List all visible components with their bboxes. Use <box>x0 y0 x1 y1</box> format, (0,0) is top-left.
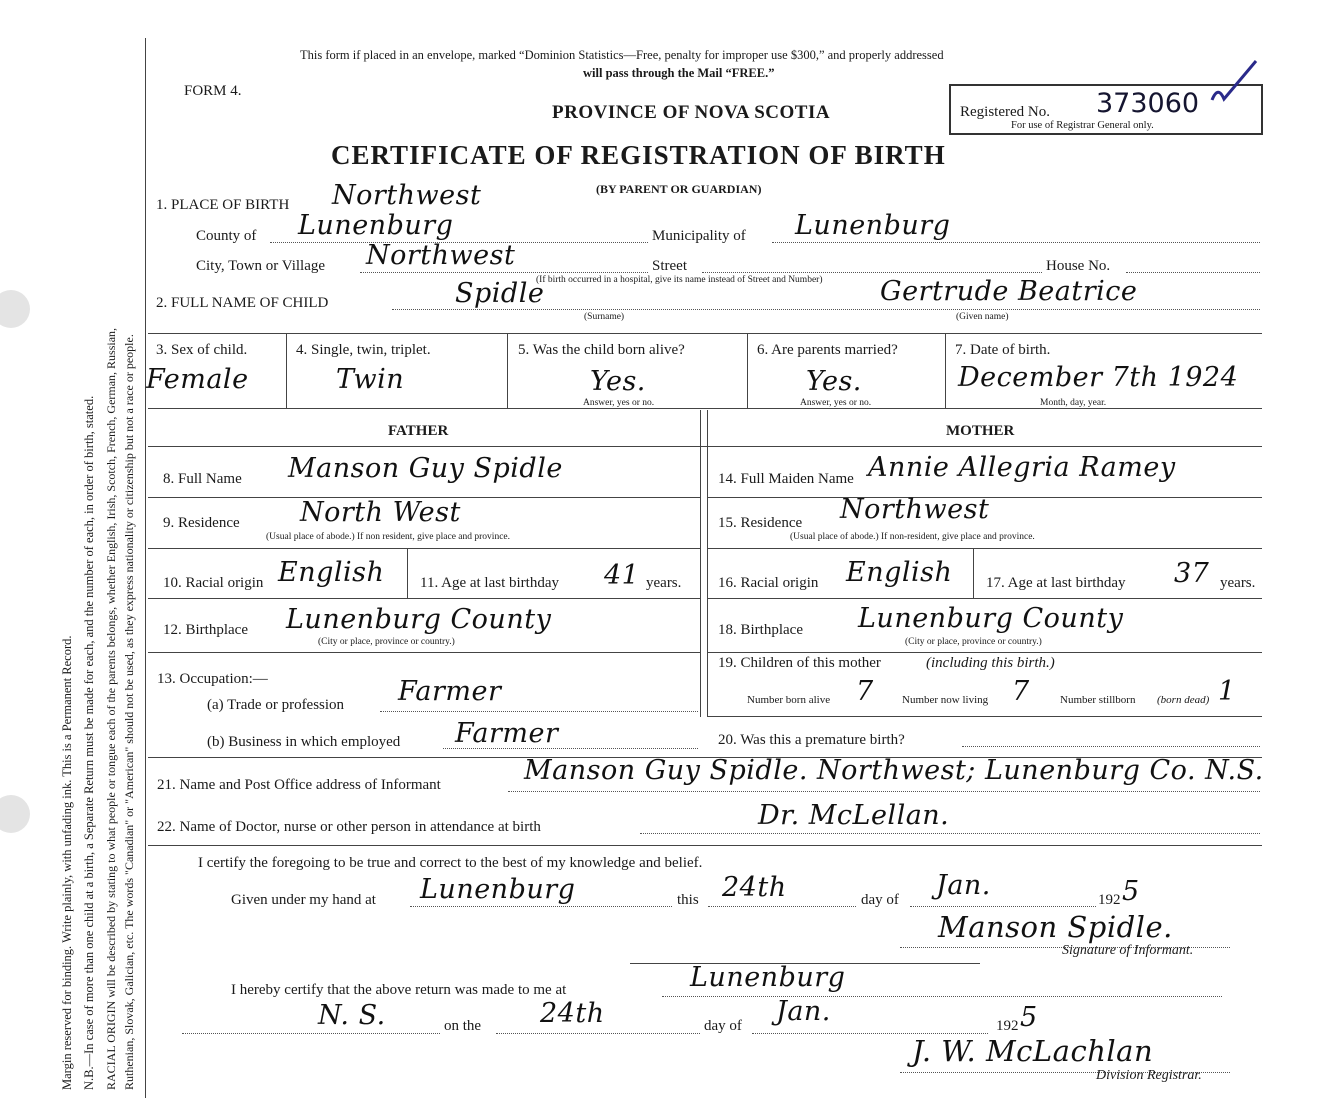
registrar-year-prefix: 192 <box>996 1018 1019 1034</box>
doctor-value: Dr. McLellan. <box>758 800 950 831</box>
mother-heading: MOTHER <box>946 423 1015 439</box>
multiple-birth-label: 4. Single, twin, triplet. <box>296 342 431 358</box>
given-under-hand-label: Given under my hand at <box>231 892 376 908</box>
father-business-label: (b) Business in which employed <box>207 734 401 750</box>
married-caption: Answer, yes or no. <box>800 398 872 408</box>
registrar-day-of-label: day of <box>704 1018 742 1034</box>
date-of-birth-caption: Month, day, year. <box>1040 398 1107 408</box>
registered-number-label: Registered No. <box>960 104 1050 120</box>
place-of-birth-label: 1. PLACE OF BIRTH <box>156 197 290 213</box>
mother-age-value: 37 <box>1174 558 1210 589</box>
informant-value: Manson Guy Spidle. Northwest; Lunenburg Co. N.S. <box>524 755 1264 786</box>
mother-years-label: years. <box>1220 575 1256 591</box>
county-label: County of <box>196 228 257 244</box>
municipality-value: Lunenburg <box>795 210 951 241</box>
father-trade-value: Farmer <box>398 676 502 707</box>
registrar-caption: Division Registrar. <box>1096 1068 1202 1083</box>
stillborn-count-label: Number stillborn <box>1060 694 1136 706</box>
father-race-label: 10. Racial origin <box>163 575 264 591</box>
father-years-label: years. <box>646 575 682 591</box>
check-mark-icon <box>1210 55 1260 110</box>
mother-residence-value: Northwest <box>840 494 990 525</box>
surname-caption: (Surname) <box>584 312 625 322</box>
given-day-value: 24th <box>722 872 787 903</box>
mother-residence-label: 15. Residence <box>718 515 803 531</box>
father-residence-value: North West <box>300 497 461 528</box>
father-birthplace-caption: (City or place, province or country.) <box>318 637 455 647</box>
city-value: Northwest <box>366 240 516 271</box>
father-birthplace-label: 12. Birthplace <box>163 622 248 638</box>
registrar-signature: J. W. McLachlan <box>912 1034 1154 1068</box>
province-heading: PROVINCE OF NOVA SCOTIA <box>552 102 831 123</box>
born-alive-label: 5. Was the child born alive? <box>518 342 685 358</box>
given-year-prefix: 192 <box>1098 892 1121 908</box>
registrar-general-note: For use of Registrar General only. <box>1011 120 1154 131</box>
mother-birthplace-label: 18. Birthplace <box>718 622 803 638</box>
margin-text-3: RACIAL ORIGIN will be described by stating to what people or tongue each of the parents belongs, whether English, Irish, Scotch, French, German, Russian, <box>104 327 118 1090</box>
binding-margin-line <box>145 38 146 1098</box>
registrar-statement: I hereby certify that the above return was made to me at <box>231 982 567 998</box>
punch-hole-top <box>0 290 30 328</box>
doctor-label: 22. Name of Doctor, nurse or other person in attendance at birth <box>157 819 541 835</box>
child-name-label: 2. FULL NAME OF CHILD <box>156 295 329 311</box>
children-note: (including this birth.) <box>926 655 1055 671</box>
margin-text-1: Margin reserved for binding. Write plainly, with unfading ink. This is a Permanent Record. <box>60 635 74 1090</box>
margin-text-4: Ruthenian, Slovak, Galician, etc. The words "Canadian" or "American" should not be used, as they express nationality or citizenship but not a race or people. <box>122 334 136 1090</box>
mail-notice-line2: will pass through the Mail “FREE.” <box>583 66 775 80</box>
margin-text-2: N.B.—In case of more than one child at a birth, a Separate Return must be made for each, and the number of each, in order of birth, stated. <box>82 395 96 1090</box>
mother-birthplace-value: Lunenburg County <box>858 603 1124 634</box>
stillborn-note: (born dead) <box>1157 694 1210 706</box>
father-occupation-label: 13. Occupation:— <box>157 671 268 687</box>
registrar-on-label: on the <box>444 1018 482 1034</box>
born-alive-count-label: Number born alive <box>747 694 831 706</box>
informant-label: 21. Name and Post Office address of Informant <box>157 777 441 793</box>
married-label: 6. Are parents married? <box>757 342 898 358</box>
father-age-label: 11. Age at last birthday <box>420 575 559 591</box>
child-given-name: Gertrude Beatrice <box>880 276 1138 307</box>
born-alive-count: 7 <box>856 676 874 707</box>
registrar-place-value: Lunenburg <box>690 962 846 993</box>
given-day-of-label: day of <box>861 892 899 908</box>
informant-signature: Manson Spidle. <box>938 910 1173 944</box>
mother-name-value: Annie Allegria Ramey <box>868 452 1176 483</box>
mail-notice-line1: This form if placed in an envelope, marked “Dominion Statistics—Free, penalty for improper use $300,” and properly addressed <box>300 48 944 62</box>
given-year-digit: 5 <box>1122 876 1140 907</box>
married-value: Yes. <box>806 366 862 397</box>
father-name-value: Manson Guy Spidle <box>288 453 563 484</box>
sex-label: 3. Sex of child. <box>156 342 248 358</box>
certificate-title: CERTIFICATE OF REGISTRATION OF BIRTH <box>331 140 946 170</box>
given-this-label: this <box>677 892 699 908</box>
house-number-label: House No. <box>1046 258 1111 274</box>
county-value: Lunenburg <box>298 210 454 241</box>
father-business-value: Farmer <box>455 718 559 749</box>
municipality-label: Municipality of <box>652 228 746 244</box>
date-of-birth-label: 7. Date of birth. <box>955 342 1051 358</box>
mother-residence-caption: (Usual place of abode.) If non-resident, give place and province. <box>790 532 1035 542</box>
sex-value: Female <box>146 364 249 395</box>
registrar-year-digit: 5 <box>1020 1002 1038 1033</box>
date-of-birth-value: December 7th 1924 <box>958 362 1239 393</box>
mother-birthplace-caption: (City or place, province or country.) <box>905 637 1042 647</box>
father-residence-label: 9. Residence <box>163 515 240 531</box>
mother-race-value: English <box>846 557 953 588</box>
mother-age-label: 17. Age at last birthday <box>986 575 1126 591</box>
father-name-label: 8. Full Name <box>163 471 242 487</box>
mother-name-label: 14. Full Maiden Name <box>718 471 854 487</box>
registrar-month-value: Jan. <box>776 996 831 1027</box>
father-age-value: 41 <box>604 560 640 591</box>
registrar-province-value: N. S. <box>318 1000 386 1031</box>
father-birthplace-value: Lunenburg County <box>286 604 552 635</box>
premature-label: 20. Was this a premature birth? <box>718 732 905 748</box>
informant-signature-caption: Signature of Informant. <box>1062 943 1194 958</box>
city-label: City, Town or Village <box>196 258 326 274</box>
mother-race-label: 16. Racial origin <box>718 575 819 591</box>
father-trade-label: (a) Trade or profession <box>207 697 345 713</box>
children-label: 19. Children of this mother <box>718 655 881 671</box>
father-residence-caption: (Usual place of abode.) If non resident, give place and province. <box>266 532 510 542</box>
given-place-value: Lunenburg <box>420 874 576 905</box>
certify-statement: I certify the foregoing to be true and correct to the best of my knowledge and belief. <box>198 855 703 871</box>
multiple-birth-value: Twin <box>336 364 405 395</box>
born-alive-caption: Answer, yes or no. <box>583 398 655 408</box>
given-month-value: Jan. <box>936 870 991 901</box>
given-name-caption: (Given name) <box>956 312 1009 322</box>
street-label: Street <box>652 258 687 274</box>
certificate-subtitle: (BY PARENT OR GUARDIAN) <box>596 182 762 196</box>
living-count-label: Number now living <box>902 694 989 706</box>
place-of-birth-value: Northwest <box>332 180 482 211</box>
registered-number: 373060 <box>1096 88 1200 119</box>
punch-hole-bottom <box>0 795 30 833</box>
child-surname: Spidle <box>455 278 545 309</box>
hospital-note: (If birth occurred in a hospital, give its name instead of Street and Number) <box>536 275 823 285</box>
father-race-value: English <box>278 557 385 588</box>
registrar-day-value: 24th <box>540 998 605 1029</box>
stillborn-count: 1 <box>1218 676 1236 707</box>
living-count: 7 <box>1012 676 1030 707</box>
born-alive-value: Yes. <box>590 366 646 397</box>
father-heading: FATHER <box>388 423 449 439</box>
form-number: FORM 4. <box>184 83 242 99</box>
